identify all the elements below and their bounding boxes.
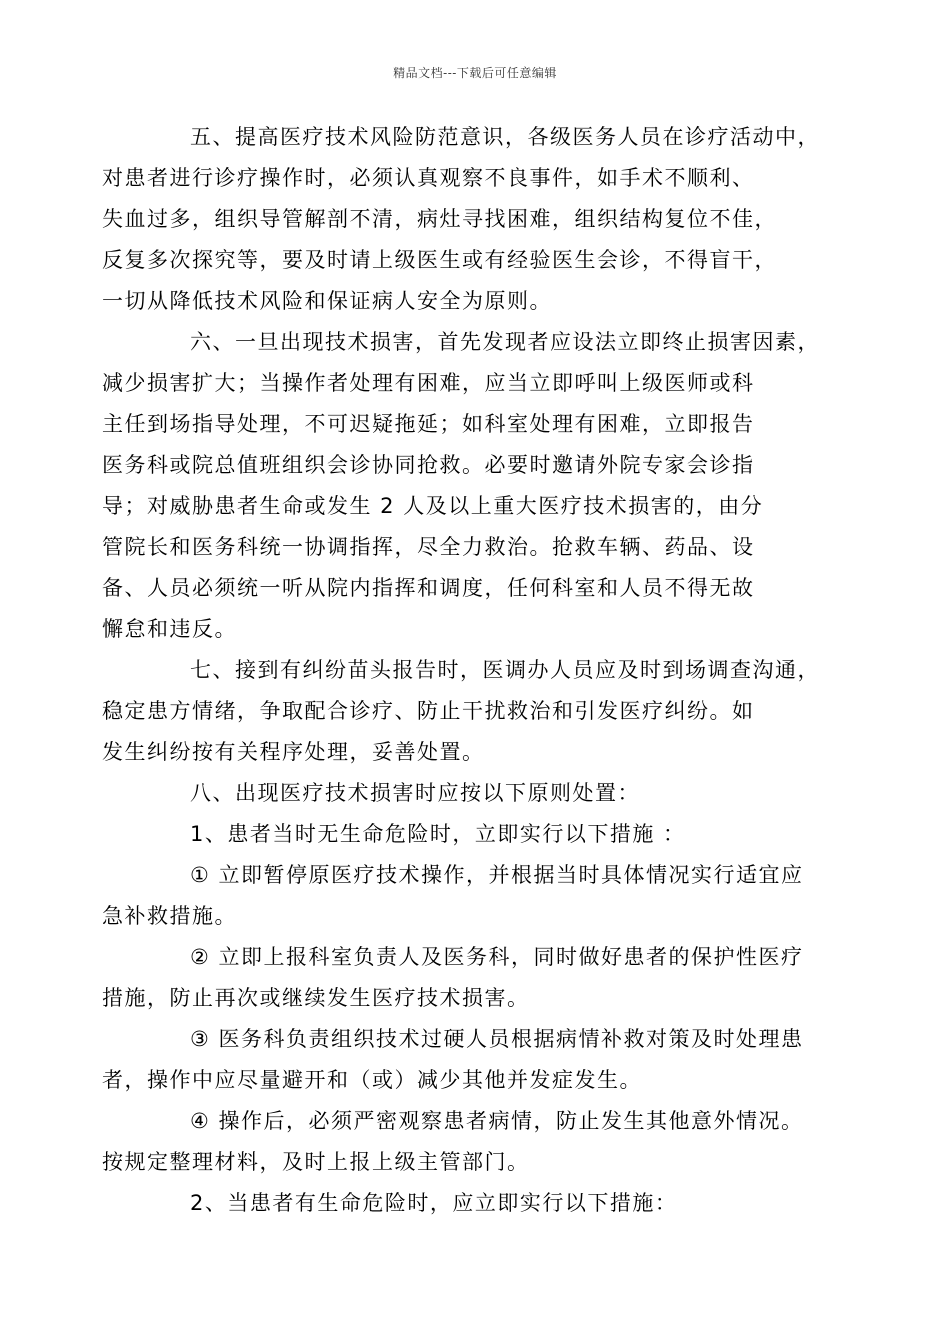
text-line: 五、提高医疗技术风险防范意识，各级医务人员在诊疗活动中，: [190, 125, 820, 149]
measure-4: [102, 1101, 820, 1183]
sub-item-2: [146, 1183, 820, 1224]
text-line: 急补救措施。: [102, 904, 237, 928]
text-line: 主任到场指导处理，不可迟疑拖延；如科室处理有困难，立即报告: [102, 412, 755, 436]
document-body: [102, 117, 820, 1224]
text-line: 六、一旦出现技术损害，首先发现者应设法立即终止损害因素，: [190, 330, 820, 354]
text-line: 失血过多，组织导管解剖不清，病灶寻找困难，组织结构复位不佳，: [102, 207, 777, 231]
text-line: 发生纠纷按有关程序处理，妥善处置。: [102, 740, 485, 764]
text-line: 对患者进行诊疗操作时，必须认真观察不良事件，如手术不顺利、: [102, 166, 755, 190]
text-line: 七、接到有纠纷苗头报告时，医调办人员应及时到场调查沟通，: [190, 658, 820, 682]
text-line: 减少损害扩大；当操作者处理有困难，应当立即呼叫上级医师或科: [102, 371, 755, 395]
text-line: 1、患者当时无生命危险时，立即实行以下措施 ：: [190, 822, 686, 846]
measure-3: [102, 1019, 820, 1101]
text-line: 者，操作中应尽量避开和（或）减少其他并发症发生。: [102, 1068, 642, 1092]
text-line: 按规定整理材料，及时上报上级主管部门。: [102, 1150, 530, 1174]
text-line: 反复多次探究等，要及时请上级医生或有经验医生会诊，不得盲干，: [102, 248, 777, 272]
text-line: ③ 医务科负责组织技术过硬人员根据病情补救对策及时处理患: [190, 1027, 804, 1051]
text-line: ④ 操作后，必须严密观察患者病情，防止发生其他意外情况。: [190, 1109, 804, 1133]
text-line: 一切从降低技术风险和保证病人安全为原则。: [102, 289, 552, 313]
paragraph-7: [102, 650, 820, 773]
measure-1: [102, 855, 820, 937]
sub-item-1: [146, 814, 820, 855]
text-line: 医务科或院总值班组织会诊协同抢救。必要时邀请外院专家会诊指: [102, 453, 755, 477]
text-line: 懈怠和违反。: [102, 617, 237, 641]
paragraph-8: [146, 773, 820, 814]
paragraph-6: [102, 322, 820, 650]
text-line: 2、当患者有生命危险时，应立即实行以下措施：: [190, 1191, 678, 1215]
text-line: 管院长和医务科统一协调指挥，尽全力救治。抢救车辆、药品、设: [102, 535, 755, 559]
text-line: 备、人员必须统一听从院内指挥和调度，任何科室和人员不得无故: [102, 576, 755, 600]
text-line: 措施，防止再次或继续发生医疗技术损害。: [102, 986, 530, 1010]
measure-2: [102, 937, 820, 1019]
text-line: ② 立即上报科室负责人及医务科，同时做好患者的保护性医疗: [190, 945, 804, 969]
text-line: 稳定患方情绪，争取配合诊疗、防止干扰救治和引发医疗纠纷。如: [102, 699, 755, 723]
page-header: 精品文档---下载后可任意编辑: [393, 66, 557, 80]
text-line: 八、出现医疗技术损害时应按以下原则处置：: [190, 781, 640, 805]
text-line: ① 立即暂停原医疗技术操作，并根据当时具体情况实行适宜应: [190, 863, 804, 887]
text-line: 导；对威胁患者生命或发生 2 人及以上重大医疗技术损害的，由分: [102, 494, 764, 518]
paragraph-5: [102, 117, 820, 322]
